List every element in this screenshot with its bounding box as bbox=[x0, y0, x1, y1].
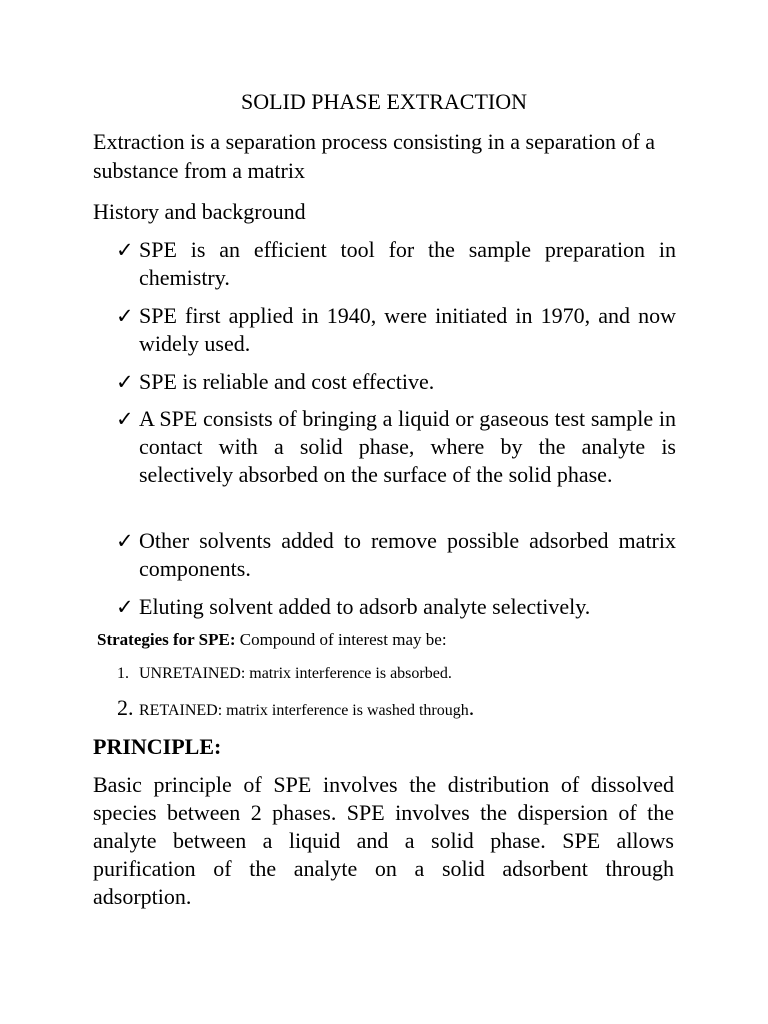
item-suffix: . bbox=[468, 695, 475, 720]
checkmark-icon: ✓ bbox=[116, 595, 134, 619]
item-text: RETAINED: matrix interference is washed through bbox=[139, 702, 469, 719]
checkmark-icon: ✓ bbox=[116, 529, 134, 553]
numbered-item bbox=[117, 663, 452, 685]
numbered-item bbox=[117, 697, 474, 722]
bullet-text: SPE is reliable and cost effective. bbox=[139, 369, 435, 394]
bullet-item bbox=[116, 593, 676, 621]
principle-paragraph: Basic principle of SPE involves the distribution of dissolved species between 2 phases. SPE involves the dispersion of the analyte between a liquid and a solid phase. SPE allows purification of the analyte on a solid adsorbent through adsorption. bbox=[93, 772, 674, 909]
page-title: SOLID PHASE EXTRACTION bbox=[241, 89, 527, 114]
checkmark-icon: ✓ bbox=[116, 407, 134, 431]
strategies-line bbox=[97, 629, 447, 651]
bullet-text: SPE is an efficient tool for the sample preparation in chemistry. bbox=[139, 237, 676, 290]
checkmark-icon: ✓ bbox=[116, 370, 134, 394]
bullet-item bbox=[116, 302, 676, 358]
definition-paragraph: Extraction is a separation process consisting in a separation of a substance from a matrix bbox=[93, 129, 656, 183]
bullet-text: SPE first applied in 1940, were initiated in 1970, and now widely used. bbox=[139, 303, 676, 356]
bullet-text: Other solvents added to remove possible adsorbed matrix components. bbox=[139, 528, 676, 581]
bullet-item bbox=[116, 527, 676, 583]
item-text: UNRETAINED: matrix interference is absorbed. bbox=[139, 665, 452, 682]
bullet-text: A SPE consists of bringing a liquid or gaseous test sample in contact with a solid phase, where by the analyte is selectively absorbed on the surface of the solid phase. bbox=[139, 406, 676, 487]
item-number: 1. bbox=[117, 665, 129, 682]
bullet-text: Eluting solvent added to adsorb analyte selectively. bbox=[139, 594, 591, 619]
checkmark-icon: ✓ bbox=[116, 238, 134, 262]
checkmark-icon: ✓ bbox=[116, 304, 134, 328]
bullet-item bbox=[116, 236, 676, 292]
strategies-label: Strategies for SPE: bbox=[97, 630, 236, 649]
strategies-text: Compound of interest may be: bbox=[235, 630, 447, 649]
principle-heading: PRINCIPLE: bbox=[93, 734, 222, 759]
bullet-item bbox=[116, 405, 676, 489]
item-number: 2. bbox=[117, 695, 134, 720]
history-heading: History and background bbox=[93, 199, 306, 224]
bullet-item bbox=[116, 368, 676, 396]
